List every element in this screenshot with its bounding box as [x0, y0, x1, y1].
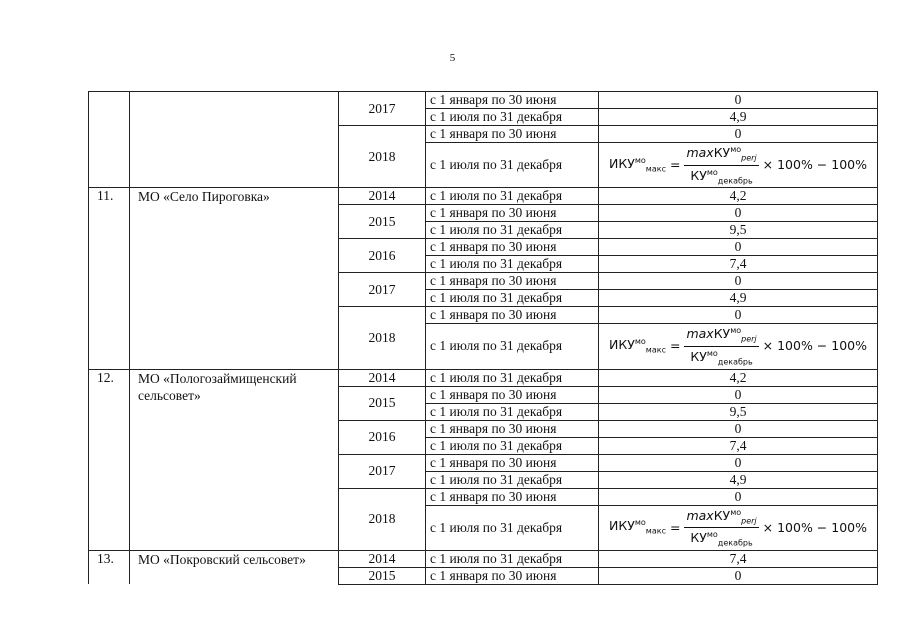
- period-cell: с 1 января по 30 июня: [426, 454, 599, 471]
- numerator: maxКУ$^{мо}_{perj}$: [684, 143, 758, 166]
- row-number: 13.: [89, 550, 130, 584]
- municipality-name: МО «Село Пироговка»: [130, 188, 339, 369]
- period-cell: с 1 июля по 31 декабря: [426, 256, 599, 273]
- period-cell: с 1 июля по 31 декабря: [426, 550, 599, 567]
- period-cell: с 1 июля по 31 декабря: [426, 222, 599, 239]
- year-cell: 2014: [339, 550, 426, 567]
- period-cell: с 1 июля по 31 декабря: [426, 109, 599, 126]
- period-cell: с 1 июля по 31 декабря: [426, 290, 599, 307]
- period-cell: с 1 января по 30 июня: [426, 273, 599, 290]
- year-cell: 2016: [339, 239, 426, 273]
- formula: [603, 324, 873, 368]
- fraction: [684, 506, 758, 550]
- value-cell: 0: [599, 386, 878, 403]
- year-cell: 2018: [339, 307, 426, 369]
- period-cell: с 1 июля по 31 декабря: [426, 188, 599, 205]
- row-number: 11.: [89, 188, 130, 369]
- numerator: maxКУ$^{мо}_{perj}$: [684, 324, 758, 347]
- period-cell: с 1 января по 30 июня: [426, 239, 599, 256]
- value-cell: 0: [599, 567, 878, 584]
- period-cell: с 1 июля по 31 декабря: [426, 143, 599, 188]
- year-cell: 2015: [339, 386, 426, 420]
- table-row: [89, 188, 878, 205]
- equals-sign: =: [669, 338, 681, 354]
- value-cell: 4,9: [599, 109, 878, 126]
- value-cell: 7,4: [599, 256, 878, 273]
- value-cell: 9,5: [599, 222, 878, 239]
- period-cell: с 1 января по 30 июня: [426, 307, 599, 324]
- fraction: [684, 143, 758, 187]
- fraction: [684, 324, 758, 368]
- value-cell: 4,2: [599, 188, 878, 205]
- equals-sign: =: [669, 157, 681, 173]
- value-cell: 7,4: [599, 437, 878, 454]
- period-cell: с 1 января по 30 июня: [426, 420, 599, 437]
- formula-tail: × 100% − 100%: [762, 338, 867, 354]
- formula-tail: × 100% − 100%: [762, 519, 867, 535]
- denominator: $КУ^{мо}_{декабрь}$: [690, 348, 753, 367]
- value-cell: 0: [599, 307, 878, 324]
- period-cell: с 1 января по 30 июня: [426, 386, 599, 403]
- value-cell: 0: [599, 488, 878, 505]
- value-cell: 4,2: [599, 369, 878, 386]
- table-row: [89, 369, 878, 386]
- year-cell: 2015: [339, 567, 426, 584]
- denominator: $КУ^{мо}_{декабрь}$: [690, 530, 753, 548]
- value-cell: 0: [599, 126, 878, 143]
- year-cell: 2016: [339, 420, 426, 454]
- table-row: [89, 92, 878, 109]
- formula-lhs: $ИКУ^{мо}_{макс}$: [609, 518, 666, 537]
- value-cell: 0: [599, 420, 878, 437]
- formula-cell: [599, 505, 878, 550]
- value-cell: 9,5: [599, 403, 878, 420]
- denominator: $КУ^{мо}_{декабрь}$: [690, 167, 753, 186]
- value-cell: 4,9: [599, 290, 878, 307]
- page-number: 5: [449, 52, 456, 64]
- value-cell: 0: [599, 205, 878, 222]
- year-cell: 2017: [339, 92, 426, 126]
- period-cell: с 1 июля по 31 декабря: [426, 505, 599, 550]
- period-cell: с 1 января по 30 июня: [426, 567, 599, 584]
- value-cell: 0: [599, 454, 878, 471]
- formula-lhs: $ИКУ^{мо}_{макс}$: [609, 337, 666, 355]
- formula: [603, 143, 873, 187]
- period-cell: с 1 июля по 31 декабря: [426, 324, 599, 369]
- year-cell: 2015: [339, 205, 426, 239]
- year-cell: 2014: [339, 188, 426, 205]
- period-cell: с 1 июля по 31 декабря: [426, 437, 599, 454]
- period-cell: с 1 января по 30 июня: [426, 126, 599, 143]
- period-cell: с 1 января по 30 июня: [426, 92, 599, 109]
- period-cell: с 1 июля по 31 декабря: [426, 471, 599, 488]
- formula-tail: × 100% − 100%: [762, 157, 867, 173]
- value-cell: 0: [599, 239, 878, 256]
- tariff-table: [88, 91, 878, 585]
- table-row: [89, 550, 878, 567]
- period-cell: с 1 июля по 31 декабря: [426, 403, 599, 420]
- year-cell: 2018: [339, 488, 426, 550]
- formula-lhs: $ИКУ^{мо}_{макс}$: [609, 155, 666, 174]
- municipality-name: МО «Покровский сельсовет»: [130, 550, 339, 584]
- municipality-name: МО «Пологозаймищенский сельсовет»: [130, 369, 339, 550]
- value-cell: 0: [599, 273, 878, 290]
- value-cell: 4,9: [599, 471, 878, 488]
- year-cell: 2018: [339, 126, 426, 188]
- year-cell: 2014: [339, 369, 426, 386]
- equals-sign: =: [669, 519, 681, 535]
- period-cell: с 1 января по 30 июня: [426, 488, 599, 505]
- period-cell: с 1 января по 30 июня: [426, 205, 599, 222]
- formula: [603, 506, 873, 550]
- formula-cell: [599, 143, 878, 188]
- year-cell: 2017: [339, 273, 426, 307]
- year-cell: 2017: [339, 454, 426, 488]
- row-number: 12.: [89, 369, 130, 550]
- value-cell: 7,4: [599, 550, 878, 567]
- period-cell: с 1 июля по 31 декабря: [426, 369, 599, 386]
- formula-cell: [599, 324, 878, 369]
- numerator: maxКУ$^{мо}_{perj}$: [684, 506, 758, 529]
- value-cell: 0: [599, 92, 878, 109]
